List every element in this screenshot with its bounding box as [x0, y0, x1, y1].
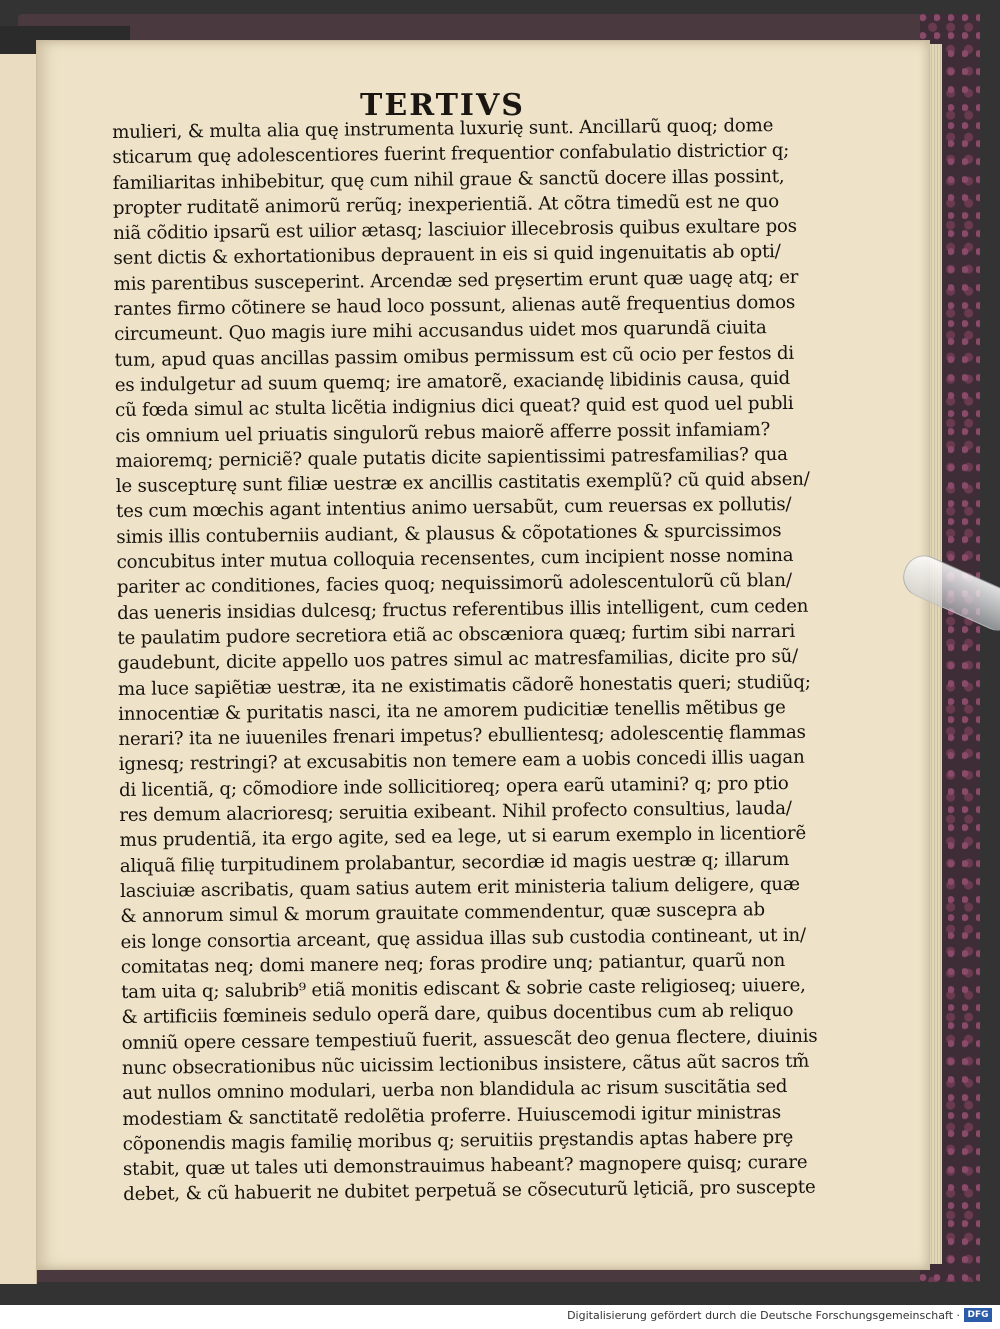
text-line: aliquã filię turpitudinem prolabantur, secordiæ id magis uestræ q; illarum	[119, 848, 790, 877]
text-line: rantes firmo cõtinere se haud loco possunt, alienas autẽ frequentius domos	[113, 291, 796, 321]
text-line: di licentiã, q; cõmodiore inde sollicitioreq; opera earũ utamini? q; pro ptio	[118, 772, 789, 801]
text-line: eis longe consortia arceant, quę assidua illas sub custodia contineant, ut in/	[120, 924, 806, 953]
text-line: res demum alacrioresq; seruitia exibeant. Nihil profecto consultius, lauda/	[119, 797, 792, 826]
text-line: concubitus inter mutua colloquia recensentes, cum incipient nosse nomina	[116, 544, 794, 574]
text-line: lasciuiæ ascribatis, quam satius autem erit ministeria talium deligere, quæ	[119, 873, 800, 902]
text-line: pariter ac conditiones, facies quoq; nequissimorũ adolescentulorũ cũ blan/	[116, 570, 792, 599]
text-line: omniũ opere cessare tempestiuũ fuerit, assuescãt deo genua flectere, diuinis	[121, 1025, 818, 1054]
text-line: ma luce sapiẽtiæ uestræ, ita ne existimatis cãdorẽ honestatis queri; studiũq;	[117, 671, 811, 700]
text-line: cũ fœda simul ac stulta licẽtia indignius dici queat? quid est quod uel publi	[114, 393, 794, 422]
text-line: & annorum simul & morum grauitate commendentur, quæ suscepra ab	[120, 899, 765, 928]
text-line: debet, & cũ habuerit ne dubitet perpetuã se cõsecuturũ lȩticiã, pro suscepte	[123, 1177, 816, 1206]
text-line: tum, apud quas ancillas passim omibus permissum est cũ ocio per festos di	[114, 342, 795, 371]
text-line: stabit, quæ ut tales uti demonstrauimus habeant? magnopere quisq; curare	[122, 1151, 808, 1181]
text-line: innocentiæ & puritatis nasci, ita ne amorem pudicitiæ tenellis mẽtibus ge	[118, 696, 786, 725]
text-line: das ueneris insidias dulcesq; fructus referentibus illis intelligent, cum ceden	[117, 595, 809, 624]
text-line: propter ruditatẽ animorũ rerũq; inexperientiã. At cõtra timedũ est ne quo	[112, 190, 780, 219]
text-line: tes cum mœchis agant intentius animo uersabũt, cum reuersas ex pollutis/	[115, 494, 792, 523]
text-line: cis omnium uel priuatis singulorũ rebus maiorẽ afferre possit infamiam?	[115, 418, 771, 447]
dfg-logo: DFG	[964, 1308, 992, 1322]
text-line: es indulgetur ad suum quemq; ire amatorẽ, exaciandę libidinis causa, quid	[114, 367, 791, 396]
text-line: circumeunt. Quo magis iure mihi accusandus uidet mos quarundã ciuita	[114, 317, 767, 346]
text-line: ignesq; restringi? at excusabitis non temere eam a uobis concedi illis uagan	[118, 747, 805, 776]
funding-credit: Digitalisierung gefördert durch die Deutsche Forschungsgemeinschaft ·	[567, 1309, 960, 1322]
text-line: comitatas neq; domi manere neq; foras prodire unq; patiantur, quarũ non	[120, 949, 786, 978]
text-line: le suscepturę sunt filiæ uestræ ex ancillis castitatis exemplũ? cũ quid absen/	[115, 468, 810, 498]
text-line: simis illis contuberniis audiant, & plausus & cõpotationes & spurcissimos	[116, 519, 782, 548]
text-line: sticarum quę adolescentiores fuerint frequentior confabulatio districtior q;	[112, 140, 790, 169]
text-line: mus prudentiã, ita ergo agite, sed ea lege, ut si earum exemplo in licentiorẽ	[119, 823, 807, 852]
text-line: & artificiis fœmineis sedulo operã dare, quibus docentibus cum ab reliquo	[121, 1000, 794, 1029]
text-line: mulieri, & multa alia quę instrumenta luxurię sunt. Ancillarũ quoq; dome	[112, 115, 774, 143]
text-line: te paulatim pudore secretiora etiã ac obscæniora quæq; furtim sibi narrari	[117, 620, 796, 649]
text-line: familiaritas inhibebitur, quę cum nihil graue & sanctũ docere illas possint,	[112, 165, 785, 194]
text-line: cõponendis magis familię moribus q; seruitiis prȩstandis aptas habere prȩ	[122, 1126, 794, 1155]
text-line: niã cõditio ipsarũ est uilior ætasq; lasciuior illecebrosis quibus exultare pos	[113, 216, 797, 245]
left-page-edge	[0, 54, 37, 1284]
text-line: nunc obsecrationibus nũc uicissim lectionibus insistere, cãtus aũt sacros tm̃	[121, 1050, 810, 1079]
text-line: nerari? ita ne iuueniles frenari impetus? ebullientesq; adolescentię flammas	[118, 721, 806, 751]
text-line: tam uita q; salubrib⁹ etiã monitis ediscant & sobrie caste religioseq; uiuere,	[121, 974, 806, 1004]
page-text	[112, 113, 835, 1208]
text-line: modestiam & sanctitatẽ redolẽtia proferre. Huiuscemodi igitur ministras	[122, 1101, 782, 1130]
running-head: TERTIVS	[360, 88, 525, 123]
text-line: sent dictis & exhortationibus deprauent in eis si quid ingenuitatis ab opti/	[113, 241, 781, 270]
text-line: maioremq; perniciẽ? quale putatis dicite sapientissimi patresfamilias? qua	[115, 443, 788, 472]
text-line: aut nullos omnino modulari, uerba non blandidula ac risum suscitãtia sed	[122, 1076, 788, 1105]
text-line: mis parentibus susceperint. Arcendæ sed prȩsertim erunt quæ uagę atq; er	[113, 266, 799, 295]
text-line: gaudebunt, dicite appello uos patres simul ac matresfamilias, dicite pro sũ/	[117, 646, 799, 675]
